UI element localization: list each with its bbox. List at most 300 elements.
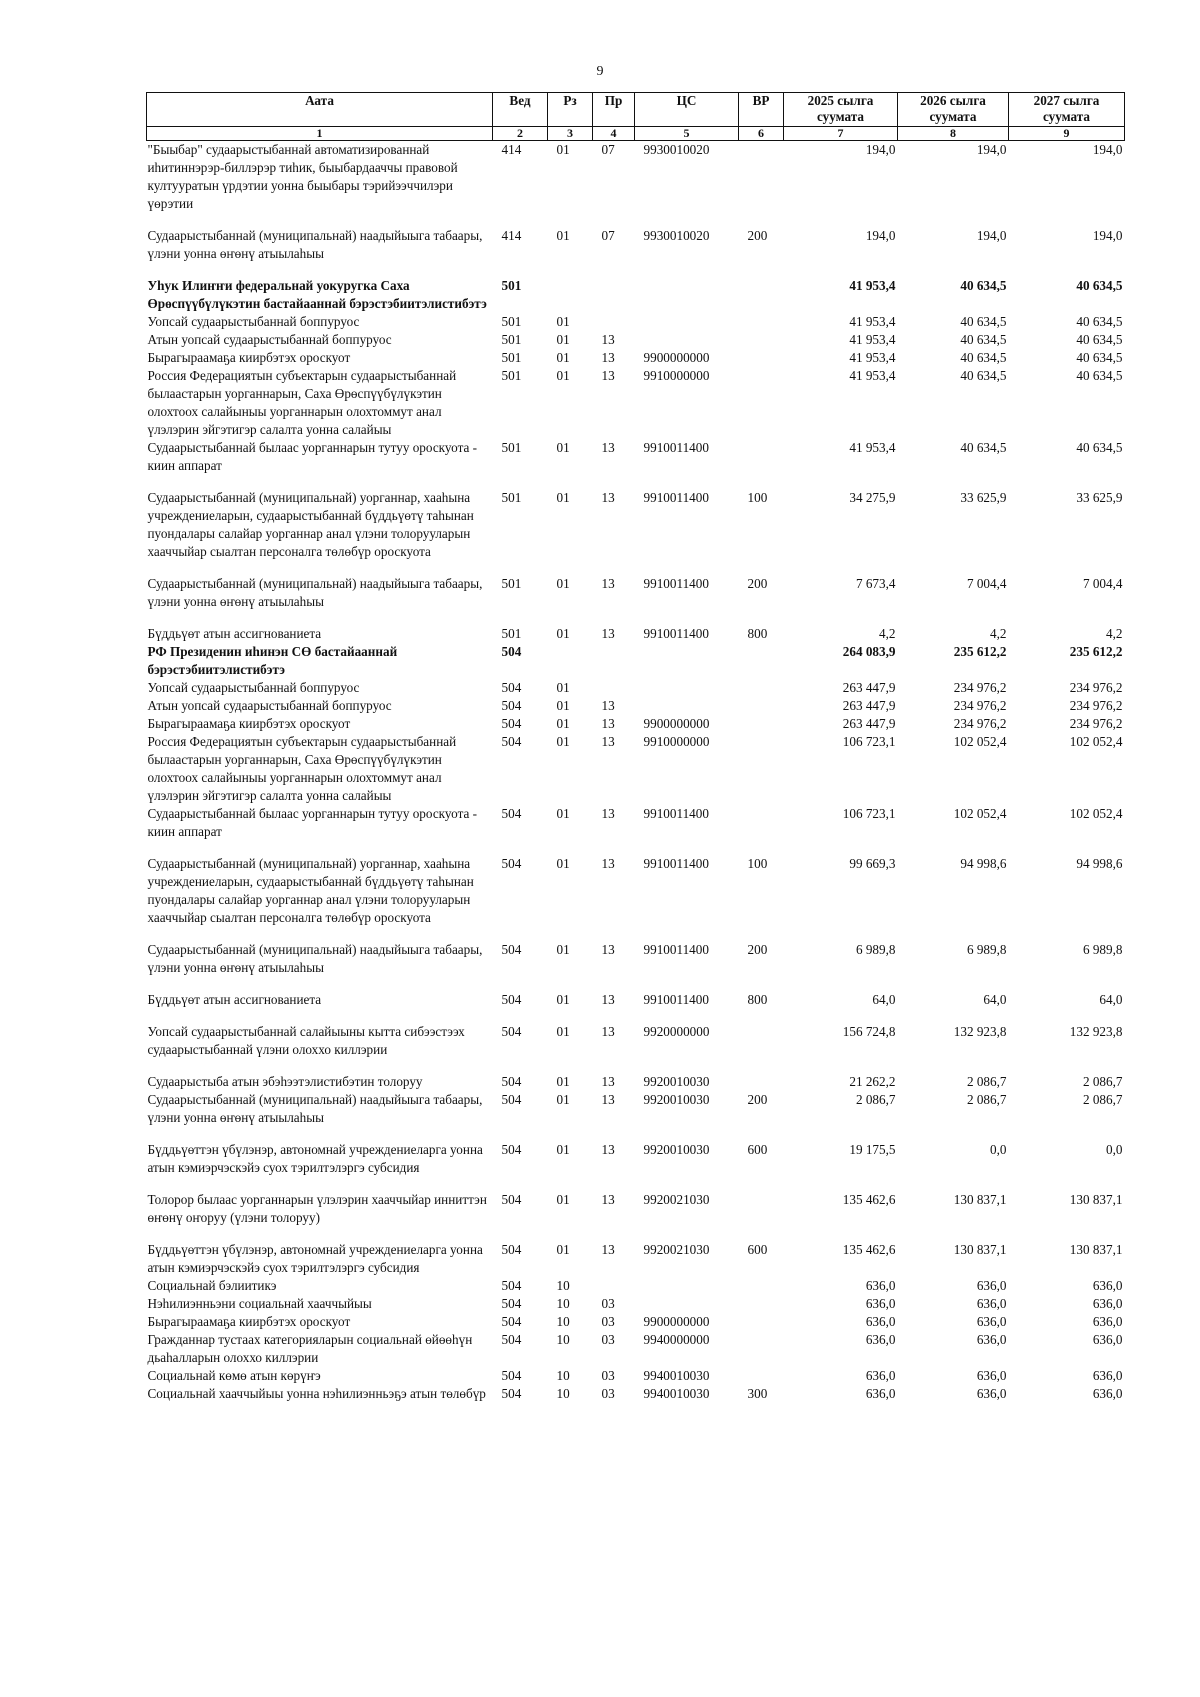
row-amount-2025: 41 953,4 [849, 350, 896, 365]
row-vr [739, 643, 784, 679]
row-pr: 13 [601, 942, 615, 957]
table-row [147, 1295, 1125, 1313]
row-pr: 03 [601, 1332, 615, 1347]
row-vr [739, 715, 784, 733]
table-row [147, 977, 1125, 1009]
table-row [147, 1009, 1125, 1059]
row-amount-2027: 234 976,2 [1069, 680, 1123, 695]
row-amount-2025: 41 953,4 [849, 314, 896, 329]
row-vr: 200 [747, 942, 768, 957]
row-rz: 01 [556, 806, 570, 821]
row-vr [739, 1059, 784, 1091]
row-amount-2026: 102 052,4 [953, 734, 1007, 749]
row-rz: 01 [556, 734, 570, 749]
row-vr [739, 331, 784, 349]
row-amount-2025: 264 083,9 [842, 644, 896, 659]
row-amount-2027: 636,0 [1092, 1278, 1123, 1293]
table-row [147, 1277, 1125, 1295]
row-amount-2026: 0,0 [990, 1142, 1007, 1157]
row-name: Россия Федерациятын субъектарын судаарыстыбаннай былаастарын уорганнарын, Саха Өрөспүүбүлүкэтин олохтоох салайыныы уорганнарын олохтоммут анал үлэлэрин эйгэтигэр салалта уонна салайыы [147, 368, 457, 437]
table-row [147, 1127, 1125, 1177]
row-amount-2026: 94 998,6 [960, 856, 1007, 871]
row-rz: 01 [556, 350, 570, 365]
row-pr: 13 [601, 626, 615, 641]
table-row [147, 733, 1125, 805]
row-amount-2027: 102 052,4 [1069, 806, 1123, 821]
row-amount-2027: 132 923,8 [1069, 1024, 1123, 1039]
page-number: 9 [596, 64, 604, 79]
row-name: Социальнай көмө атын көрүҥэ [147, 1368, 321, 1383]
row-amount-2026: 40 634,5 [960, 368, 1007, 383]
row-amount-2027: 40 634,5 [1076, 314, 1123, 329]
row-rz: 01 [556, 1242, 570, 1257]
row-amount-2026: 235 612,2 [953, 644, 1007, 659]
header-pr: Пр [593, 93, 635, 127]
row-ved: 504 [501, 1092, 522, 1107]
row-amount-2026: 102 052,4 [953, 806, 1007, 821]
row-pr: 13 [601, 806, 615, 821]
row-cs: 9930010020 [643, 228, 710, 243]
header-cs: ЦС [635, 93, 739, 127]
table-row [147, 349, 1125, 367]
row-name: Судаарыстыбаннай (муниципальнай) наадыйыыга табаары, үлэни уонна өҥөнү атыылаһыы [147, 228, 483, 261]
row-amount-2025: 21 262,2 [849, 1074, 896, 1089]
row-pr: 13 [601, 992, 615, 1007]
row-amount-2025: 19 175,5 [849, 1142, 896, 1157]
row-ved: 501 [501, 368, 522, 383]
row-vr: 200 [747, 228, 768, 243]
table-row [147, 643, 1125, 679]
table-row [147, 313, 1125, 331]
row-vr [739, 805, 784, 841]
row-cs: 9910011400 [643, 856, 709, 871]
row-rz: 10 [556, 1296, 570, 1311]
row-name: Атын уопсай судаарыстыбаннай боппуруос [147, 332, 392, 347]
row-cs: 9920010030 [643, 1074, 710, 1089]
row-vr: 600 [747, 1242, 768, 1257]
table-header [147, 93, 1125, 141]
budget-table-sheet [146, 92, 1124, 1403]
row-name: "Быыбар" судаарыстыбаннай автоматизированнай иһитиннэрэр-биллэрэр тиһик, быыбардааччы правовой култууратын үрдэтии уонна быыбары тэрийээччилэри үөрэтии [147, 142, 458, 211]
row-ved: 504 [501, 1242, 522, 1257]
table-row [147, 1227, 1125, 1277]
row-name: Уопсай судаарыстыбаннай боппуруос [147, 314, 360, 329]
row-vr [739, 263, 784, 313]
row-amount-2025: 263 447,9 [842, 680, 896, 695]
header-ved: Вед [493, 93, 548, 127]
row-amount-2027: 64,0 [1099, 992, 1123, 1007]
row-ved: 504 [501, 1296, 522, 1311]
row-amount-2026: 7 004,4 [966, 576, 1007, 591]
column-number: 5 [635, 127, 739, 141]
row-cs: 9900000000 [643, 350, 710, 365]
row-pr: 13 [601, 576, 615, 591]
row-amount-2025: 135 462,6 [842, 1242, 896, 1257]
row-rz: 01 [556, 314, 570, 329]
row-vr [739, 1331, 784, 1367]
table-row [147, 367, 1125, 439]
row-cs [635, 263, 739, 313]
row-cs [635, 331, 739, 349]
table-row [147, 1313, 1125, 1331]
row-amount-2026: 40 634,5 [960, 440, 1007, 455]
row-rz: 01 [556, 1074, 570, 1089]
row-cs [635, 1295, 739, 1313]
row-pr: 13 [601, 716, 615, 731]
row-cs: 9930010020 [643, 142, 710, 157]
row-cs: 9910011400 [643, 626, 709, 641]
row-amount-2025: 194,0 [865, 228, 896, 243]
row-vr: 200 [747, 1092, 768, 1107]
row-amount-2025: 636,0 [865, 1386, 896, 1401]
row-rz: 01 [556, 680, 570, 695]
row-amount-2025: 106 723,1 [842, 806, 896, 821]
table-row [147, 841, 1125, 927]
row-ved: 501 [501, 626, 522, 641]
table-row [147, 1367, 1125, 1385]
row-amount-2027: 636,0 [1092, 1314, 1123, 1329]
row-amount-2026: 636,0 [976, 1278, 1007, 1293]
column-number: 9 [1009, 127, 1125, 141]
row-amount-2025: 7 673,4 [855, 576, 896, 591]
row-vr [739, 439, 784, 475]
row-amount-2027: 40 634,5 [1076, 332, 1123, 347]
row-cs [635, 1277, 739, 1295]
row-pr [593, 263, 635, 313]
row-amount-2027: 2 086,7 [1082, 1092, 1123, 1107]
row-name: Судаарыстыбаннай (муниципальнай) уорганнар, хааһына учреждениеларын, судаарыстыбаннай бүддьүөтү таһынан пуондалары салайар уорганнар анал үлэни толорууларын хааччыйар сыалтан персоналга төлөбүр ороскуота [147, 490, 474, 559]
table-row [147, 679, 1125, 697]
row-ved: 501 [501, 332, 522, 347]
row-ved: 414 [501, 142, 522, 157]
row-amount-2026: 2 086,7 [966, 1074, 1007, 1089]
row-vr [739, 733, 784, 805]
row-amount-2025: 135 462,6 [842, 1192, 896, 1207]
row-cs [635, 697, 739, 715]
row-pr: 03 [601, 1386, 615, 1401]
row-pr: 13 [601, 698, 615, 713]
row-rz: 01 [556, 626, 570, 641]
row-amount-2026: 40 634,5 [960, 332, 1007, 347]
row-ved: 504 [501, 806, 522, 821]
row-pr [593, 679, 635, 697]
row-amount-2026: 636,0 [976, 1386, 1007, 1401]
row-amount-2026: 636,0 [976, 1296, 1007, 1311]
row-ved: 414 [501, 228, 522, 243]
row-amount-2025: 263 447,9 [842, 716, 896, 731]
row-amount-2026: 40 634,5 [960, 350, 1007, 365]
row-amount-2026: 194,0 [976, 228, 1007, 243]
row-pr: 13 [601, 1142, 615, 1157]
table-body [147, 141, 1125, 1404]
row-rz: 01 [556, 698, 570, 713]
row-amount-2026: 234 976,2 [953, 680, 1007, 695]
row-amount-2025: 636,0 [865, 1296, 896, 1311]
row-vr [739, 141, 784, 214]
row-amount-2027: 636,0 [1092, 1296, 1123, 1311]
row-vr: 800 [747, 992, 768, 1007]
row-cs: 9910011400 [643, 440, 709, 455]
table-row [147, 475, 1125, 561]
row-amount-2026: 636,0 [976, 1314, 1007, 1329]
row-cs [635, 643, 739, 679]
row-ved: 501 [501, 278, 522, 293]
row-rz: 01 [556, 142, 570, 157]
row-name: Судаарыстыбаннай былаас уорганнарын тутуу ороскуота - киин аппарат [147, 806, 478, 839]
row-cs: 9940000000 [643, 1332, 710, 1347]
row-pr: 13 [601, 490, 615, 505]
row-cs: 9910011400 [643, 942, 709, 957]
row-name: Бырагыраамаҕа киирбэтэх ороскуот [147, 716, 351, 731]
row-pr: 13 [601, 1074, 615, 1089]
row-cs: 9910011400 [643, 806, 709, 821]
row-cs: 9940010030 [643, 1386, 710, 1401]
row-name: Уһук Илиҥҥи федеральнай уокуругка Саха Өрөспүүбүлүкэтин бастайааннай бэрэстэбиитэлистибэтэ [147, 278, 487, 311]
row-amount-2025: 2 086,7 [855, 1092, 896, 1107]
row-rz: 01 [556, 1092, 570, 1107]
column-number: 3 [548, 127, 593, 141]
row-amount-2026: 6 989,8 [966, 942, 1007, 957]
row-amount-2027: 102 052,4 [1069, 734, 1123, 749]
row-vr: 200 [747, 576, 768, 591]
row-amount-2025: 636,0 [865, 1314, 896, 1329]
row-ved: 501 [501, 440, 522, 455]
row-cs: 9920021030 [643, 1242, 710, 1257]
row-cs: 9910000000 [643, 368, 710, 383]
row-pr: 07 [601, 142, 615, 157]
row-vr [739, 1313, 784, 1331]
row-rz: 01 [556, 576, 570, 591]
table-row [147, 263, 1125, 313]
row-cs [635, 679, 739, 697]
row-amount-2027: 194,0 [1092, 142, 1123, 157]
row-ved: 504 [501, 1332, 522, 1347]
row-rz: 01 [556, 368, 570, 383]
row-rz: 01 [556, 1142, 570, 1157]
row-name: Социальнай хааччыйыы уонна нэһилиэнньэҕэ атын төлөбүр [147, 1386, 486, 1401]
row-amount-2026: 130 837,1 [953, 1192, 1007, 1207]
row-amount-2027: 40 634,5 [1076, 368, 1123, 383]
row-ved: 504 [501, 716, 522, 731]
row-cs: 9920010030 [643, 1092, 710, 1107]
row-ved: 501 [501, 576, 522, 591]
table-row [147, 141, 1125, 214]
row-vr [739, 1367, 784, 1385]
table-row [147, 1059, 1125, 1091]
row-name: Нэһилиэнньэни социальнай хааччыйыы [147, 1296, 372, 1311]
row-amount-2025: 263 447,9 [842, 698, 896, 713]
row-rz: 01 [556, 856, 570, 871]
table-row [147, 213, 1125, 263]
row-ved: 504 [501, 1386, 522, 1401]
table-row [147, 611, 1125, 643]
row-pr: 13 [601, 1024, 615, 1039]
row-amount-2026: 132 923,8 [953, 1024, 1007, 1039]
row-pr: 13 [601, 856, 615, 871]
row-rz: 10 [556, 1314, 570, 1329]
table-row [147, 927, 1125, 977]
row-amount-2027: 33 625,9 [1076, 490, 1123, 505]
row-amount-2025: 99 669,3 [849, 856, 896, 871]
row-name: Атын уопсай судаарыстыбаннай боппуруос [147, 698, 392, 713]
row-vr: 300 [747, 1386, 768, 1401]
row-amount-2027: 234 976,2 [1069, 698, 1123, 713]
row-amount-2025: 41 953,4 [849, 440, 896, 455]
row-name: РФ Президенин иһинэн СӨ бастайааннай бэрэстэбиитэлистибэтэ [147, 644, 398, 677]
row-amount-2025: 41 953,4 [849, 278, 896, 293]
row-name: Бүддьүөттэн үбүлэнэр, автономнай учреждениеларга уонна атын кэмиэрчэскэйэ суох тэрилтэлэргэ субсидия [147, 1242, 483, 1275]
row-vr [739, 679, 784, 697]
row-amount-2025: 34 275,9 [849, 490, 896, 505]
row-amount-2026: 40 634,5 [960, 314, 1007, 329]
header-rz: Рз [548, 93, 593, 127]
budget-table [146, 92, 1125, 1403]
row-amount-2027: 636,0 [1092, 1368, 1123, 1383]
row-rz: 01 [556, 1024, 570, 1039]
row-vr [739, 697, 784, 715]
row-ved: 504 [501, 942, 522, 957]
row-amount-2027: 0,0 [1106, 1142, 1123, 1157]
row-amount-2026: 234 976,2 [953, 698, 1007, 713]
row-name: Бүддьүөт атын ассигнованиета [147, 992, 322, 1007]
table-row [147, 331, 1125, 349]
row-vr: 800 [747, 626, 768, 641]
row-rz: 01 [556, 332, 570, 347]
row-amount-2026: 636,0 [976, 1332, 1007, 1347]
table-row [147, 1385, 1125, 1403]
row-amount-2027: 130 837,1 [1069, 1242, 1123, 1257]
row-name: Бырагыраамаҕа киирбэтэх ороскуот [147, 1314, 351, 1329]
row-name: Толорор былаас уорганнарын үлэлэрин хааччыйар инниттэн өҥөнү оҥоруу (үлэни толоруу) [147, 1192, 487, 1225]
row-name: Уопсай судаарыстыбаннай боппуруос [147, 680, 360, 695]
row-name: Гражданнар тустаах категорияларын социальнай өйөөһүн дьаһалларын олоххо киллэрии [147, 1332, 473, 1365]
row-amount-2027: 636,0 [1092, 1332, 1123, 1347]
row-name: Уопсай судаарыстыбаннай салайыыны кытта сибээстээх судаарыстыбаннай үлэни олоххо киллэрии [147, 1024, 465, 1057]
column-number: 2 [493, 127, 548, 141]
row-amount-2025: 41 953,4 [849, 332, 896, 347]
row-amount-2025: 194,0 [865, 142, 896, 157]
table-row [147, 1331, 1125, 1367]
row-rz: 01 [556, 440, 570, 455]
row-rz: 01 [556, 228, 570, 243]
row-pr [593, 313, 635, 331]
row-amount-2026: 2 086,7 [966, 1092, 1007, 1107]
row-ved: 504 [501, 734, 522, 749]
row-amount-2027: 636,0 [1092, 1386, 1123, 1401]
row-rz: 01 [556, 716, 570, 731]
row-name: Бүддьүөт атын ассигнованиета [147, 626, 322, 641]
row-name: Судаарыстыбаннай (муниципальнай) наадыйыыга табаары, үлэни уонна өҥөнү атыылаһыы [147, 1092, 483, 1125]
row-cs: 9940010030 [643, 1368, 710, 1383]
table-row [147, 697, 1125, 715]
row-vr [739, 367, 784, 439]
row-vr: 600 [747, 1142, 768, 1157]
row-pr: 03 [601, 1296, 615, 1311]
row-amount-2025: 64,0 [872, 992, 896, 1007]
header-2025: 2025 сылга суумата [784, 93, 898, 127]
row-pr [593, 643, 635, 679]
row-cs: 9920021030 [643, 1192, 710, 1207]
row-cs: 9900000000 [643, 716, 710, 731]
row-pr: 13 [601, 1192, 615, 1207]
row-amount-2025: 4,2 [879, 626, 896, 641]
row-ved: 504 [501, 1192, 522, 1207]
row-rz [548, 263, 593, 313]
header-aata: Аата [147, 93, 493, 127]
row-ved: 504 [501, 1278, 522, 1293]
row-vr: 100 [747, 490, 768, 505]
table-row [147, 1177, 1125, 1227]
row-name: Судаарыстыба атын эбэһээтэлистибэтин толоруу [147, 1074, 423, 1089]
row-amount-2025: 636,0 [865, 1368, 896, 1383]
row-amount-2026: 33 625,9 [960, 490, 1007, 505]
row-rz [548, 643, 593, 679]
row-vr [739, 1009, 784, 1059]
row-amount-2027: 130 837,1 [1069, 1192, 1123, 1207]
row-name: Судаарыстыбаннай былаас уорганнарын тутуу ороскуота - киин аппарат [147, 440, 478, 473]
row-cs: 9910011400 [643, 992, 709, 1007]
row-amount-2027: 40 634,5 [1076, 278, 1123, 293]
row-rz: 01 [556, 992, 570, 1007]
row-rz: 10 [556, 1368, 570, 1383]
table-row [147, 439, 1125, 475]
row-ved: 504 [501, 644, 522, 659]
column-number: 7 [784, 127, 898, 141]
row-pr: 13 [601, 734, 615, 749]
table-row [147, 715, 1125, 733]
row-ved: 504 [501, 1314, 522, 1329]
row-amount-2027: 6 989,8 [1082, 942, 1123, 957]
row-amount-2025: 156 724,8 [842, 1024, 896, 1039]
column-number: 4 [593, 127, 635, 141]
row-amount-2027: 94 998,6 [1076, 856, 1123, 871]
row-name: Бырагыраамаҕа киирбэтэх ороскуот [147, 350, 351, 365]
row-name: Судаарыстыбаннай (муниципальнай) наадыйыыга табаары, үлэни уонна өҥөнү атыылаһыы [147, 576, 483, 609]
row-amount-2026: 234 976,2 [953, 716, 1007, 731]
row-pr: 13 [601, 368, 615, 383]
row-amount-2027: 235 612,2 [1069, 644, 1123, 659]
row-rz: 10 [556, 1278, 570, 1293]
column-number: 1 [147, 127, 493, 141]
row-pr: 13 [601, 440, 615, 455]
row-ved: 504 [501, 680, 522, 695]
row-amount-2027: 40 634,5 [1076, 350, 1123, 365]
row-vr [739, 1177, 784, 1227]
row-ved: 504 [501, 992, 522, 1007]
row-pr: 13 [601, 332, 615, 347]
row-cs [635, 313, 739, 331]
row-pr: 13 [601, 1092, 615, 1107]
row-amount-2025: 636,0 [865, 1332, 896, 1347]
row-vr [739, 1277, 784, 1295]
row-rz: 01 [556, 490, 570, 505]
row-ved: 504 [501, 856, 522, 871]
table-row [147, 1091, 1125, 1127]
row-vr [739, 349, 784, 367]
row-ved: 504 [501, 1142, 522, 1157]
row-cs: 9910011400 [643, 576, 709, 591]
row-cs: 9920010030 [643, 1142, 710, 1157]
header-2027: 2027 сылга суумата [1009, 93, 1125, 127]
header-2026: 2026 сылга суумата [898, 93, 1009, 127]
row-amount-2027: 2 086,7 [1082, 1074, 1123, 1089]
table-row [147, 561, 1125, 611]
column-number: 6 [739, 127, 784, 141]
row-pr: 03 [601, 1368, 615, 1383]
row-amount-2026: 636,0 [976, 1368, 1007, 1383]
row-pr: 13 [601, 1242, 615, 1257]
row-pr: 07 [601, 228, 615, 243]
